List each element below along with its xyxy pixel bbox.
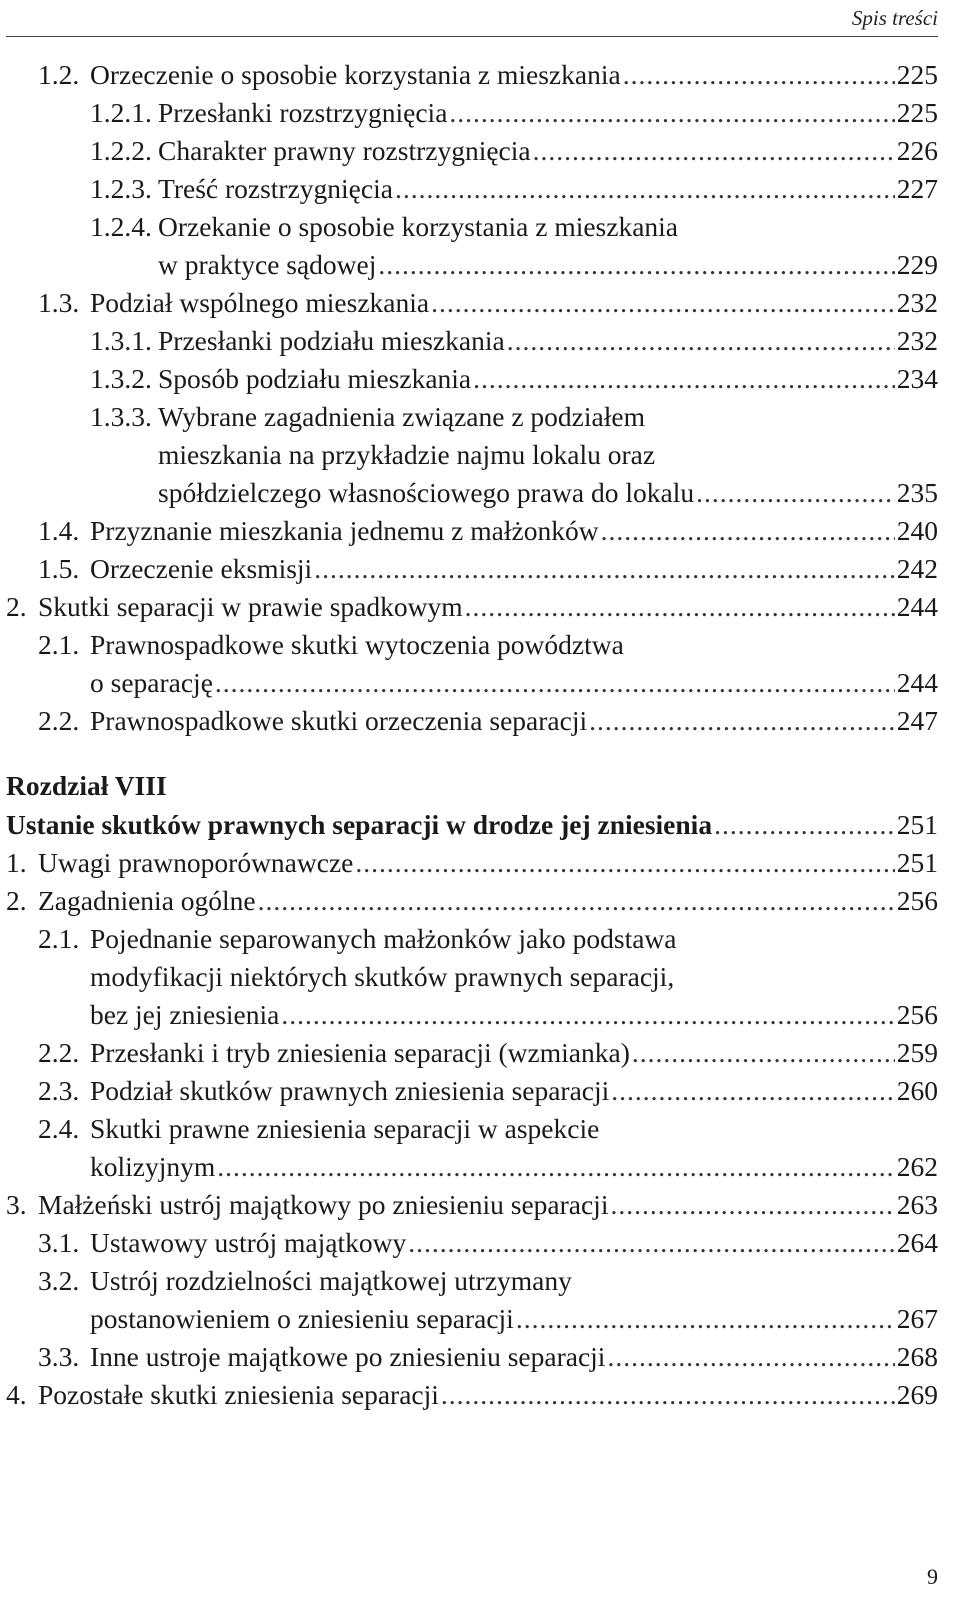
entry-title: Przesłanki podziału mieszkania: [158, 325, 505, 356]
entry-line: [38, 1376, 938, 1414]
entry-body: [90, 626, 938, 702]
entry-title: Przyznanie mieszkania jednemu z małżonków: [90, 515, 599, 546]
entry-page-number: 260: [896, 1075, 938, 1106]
entry-title: Podział wspólnego mieszkania: [90, 287, 430, 318]
toc-entry[interactable]: [6, 1376, 938, 1414]
entry-line: [38, 882, 938, 920]
entry-line: [90, 664, 938, 702]
entry-page-number: 242: [896, 553, 938, 584]
entry-page-number: 232: [896, 325, 938, 356]
entry-title: Charakter prawny rozstrzygnięcia: [158, 135, 531, 166]
toc-entry[interactable]: [6, 322, 938, 360]
entry-title: Skutki separacji w prawie spadkowym: [38, 591, 463, 622]
entry-line: [158, 474, 938, 512]
entry-body: [90, 512, 938, 550]
toc-entry[interactable]: [6, 512, 938, 550]
entry-body: [158, 360, 938, 398]
entry-line: [158, 94, 938, 132]
entry-title: Uwagi prawnoporównawcze: [38, 847, 354, 878]
entry-line: [158, 436, 938, 474]
entry-line: [90, 1224, 938, 1262]
entry-page-number: 226: [896, 135, 938, 166]
entry-line: [90, 512, 938, 550]
entry-body: [90, 1034, 938, 1072]
entry-title: kolizyjnym: [90, 1151, 216, 1182]
entry-line: [90, 958, 938, 996]
entry-body: [38, 1186, 938, 1224]
dot-leader: [589, 702, 895, 740]
entry-number: 2.2.: [38, 705, 80, 736]
dot-leader: [516, 1300, 895, 1338]
toc-entry[interactable]: [6, 1262, 938, 1338]
entry-title: spółdzielczego własnościowego prawa do lokalu: [158, 477, 695, 508]
entry-number: 2.2.: [38, 1037, 80, 1068]
chapter-heading: [6, 766, 938, 844]
entry-body: [90, 1072, 938, 1110]
entry-page-number: 259: [896, 1037, 938, 1068]
entry-number: 1.4.: [38, 515, 80, 546]
entry-line: [90, 626, 938, 664]
entry-title: Ustawowy ustrój majątkowy: [90, 1227, 407, 1258]
entry-line: [158, 398, 938, 436]
dot-leader: [610, 1186, 894, 1224]
entry-number: 1.2.3.: [90, 173, 152, 204]
dot-leader: [314, 550, 895, 588]
entry-title: Pojednanie separowanych małżonków jako podstawa: [90, 923, 677, 954]
toc-entry[interactable]: [6, 132, 938, 170]
chapter-title-entry[interactable]: [6, 806, 938, 844]
entry-body: [90, 702, 938, 740]
entry-title: Prawnospadkowe skutki wytoczenia powództwa: [90, 629, 624, 660]
entry-line: [38, 588, 938, 626]
toc-entry[interactable]: [6, 702, 938, 740]
entry-title: o separację: [90, 667, 213, 698]
page-number: 9: [927, 1564, 938, 1589]
entry-title: bez jej zniesienia: [90, 999, 280, 1030]
toc-entry[interactable]: [6, 284, 938, 322]
entry-page-number: 232: [896, 287, 938, 318]
entry-number: 3.1.: [38, 1227, 80, 1258]
entry-page-number: 264: [896, 1227, 938, 1258]
dot-leader: [473, 360, 895, 398]
entry-line: [90, 550, 938, 588]
entry-body: [38, 844, 938, 882]
entry-number: 1.3.1.: [90, 325, 152, 356]
entry-line: [6, 806, 938, 844]
entry-number: 3.3.: [38, 1341, 80, 1372]
toc-entry[interactable]: [6, 170, 938, 208]
dot-leader: [601, 512, 895, 550]
toc-entry[interactable]: [6, 360, 938, 398]
dot-leader: [465, 588, 895, 626]
entry-body: [158, 398, 938, 512]
dot-leader: [441, 1376, 895, 1414]
toc-entry[interactable]: [6, 844, 938, 882]
entry-line: [90, 284, 938, 322]
entry-line: [90, 1262, 938, 1300]
entry-number: 1.2.1.: [90, 97, 152, 128]
toc-entry[interactable]: [6, 94, 938, 132]
chapter-label: Rozdział VIII: [6, 770, 167, 801]
dot-leader: [696, 474, 895, 512]
entry-page-number: 225: [896, 59, 938, 90]
entry-line: [158, 208, 938, 246]
entry-body: [158, 170, 938, 208]
entry-title: Wybrane zagadnienia związane z podziałem: [158, 401, 645, 432]
dot-leader: [449, 94, 894, 132]
entry-line: [90, 920, 938, 958]
dot-leader: [533, 132, 895, 170]
entry-page-number: 244: [896, 667, 938, 698]
entry-line: [90, 1148, 938, 1186]
entry-title: w praktyce sądowej: [158, 249, 377, 280]
toc-entry[interactable]: [6, 550, 938, 588]
entry-number: 1.2.4.: [90, 211, 152, 242]
dot-leader: [378, 246, 894, 284]
entry-body: [38, 882, 938, 920]
entry-body: [158, 208, 938, 284]
entry-title: Sposób podziału mieszkania: [158, 363, 472, 394]
entry-page-number: 247: [896, 705, 938, 736]
entry-body: [90, 920, 938, 1034]
dot-leader: [623, 56, 895, 94]
entry-page-number: 268: [896, 1341, 938, 1372]
entry-line: [90, 56, 938, 94]
toc-entry[interactable]: [6, 1186, 938, 1224]
entry-page-number: 225: [896, 97, 938, 128]
entry-title: Treść rozstrzygnięcia: [158, 173, 393, 204]
dot-leader: [395, 170, 895, 208]
entry-title: mieszkania na przykładzie najmu lokalu oraz: [158, 439, 656, 470]
entry-body: [90, 1110, 938, 1186]
entry-number: 1.3.: [38, 287, 80, 318]
toc-entry[interactable]: [6, 1224, 938, 1262]
entry-line: [38, 844, 938, 882]
dot-leader: [215, 664, 895, 702]
entry-body: [158, 132, 938, 170]
entry-title: Podział skutków prawnych zniesienia separacji: [90, 1075, 610, 1106]
entry-number: 3.: [6, 1189, 27, 1220]
dot-leader: [408, 1224, 895, 1262]
entry-page-number: 234: [896, 363, 938, 394]
entry-line: [158, 360, 938, 398]
entry-number: 1.2.: [38, 59, 80, 90]
entry-title: Przesłanki rozstrzygnięcia: [158, 97, 448, 128]
toc-entry[interactable]: [6, 626, 938, 702]
header-divider: [6, 36, 938, 37]
entry-number: 2.1.: [38, 923, 80, 954]
entry-title: Inne ustroje majątkowe po zniesieniu separacji: [90, 1341, 606, 1372]
entry-page-number: 227: [896, 173, 938, 204]
entry-body: [90, 1224, 938, 1262]
entry-body: [38, 588, 938, 626]
entry-page-number: 244: [896, 591, 938, 622]
entry-title: Orzekanie o sposobie korzystania z mieszkania: [158, 211, 679, 242]
toc-entry[interactable]: [6, 398, 938, 512]
dot-leader: [258, 882, 895, 920]
entry-title: Zagadnienia ogólne: [38, 885, 256, 916]
toc-entry[interactable]: [6, 920, 938, 1034]
toc-entry[interactable]: [6, 208, 938, 284]
entry-number: 1.: [6, 847, 27, 878]
entry-number: 1.5.: [38, 553, 80, 584]
dot-leader: [714, 806, 895, 844]
table-of-contents: [6, 56, 938, 1414]
entry-title: Orzeczenie o sposobie korzystania z mieszkania: [90, 59, 621, 90]
entry-title: Ustrój rozdzielności majątkowej utrzymany: [90, 1265, 572, 1296]
entry-page-number: 235: [896, 477, 938, 508]
entry-page-number: 256: [896, 885, 938, 916]
entry-line: [158, 170, 938, 208]
entry-number: 2.3.: [38, 1075, 80, 1106]
entry-line: [158, 246, 938, 284]
entry-title: Małżeński ustrój majątkowy po zniesieniu separacji: [38, 1189, 609, 1220]
entry-title: postanowieniem o zniesieniu separacji: [90, 1303, 514, 1334]
entry-number: 1.3.3.: [90, 401, 152, 432]
entry-body: [158, 94, 938, 132]
entry-page-number: 262: [896, 1151, 938, 1182]
entry-line: [90, 1300, 938, 1338]
entry-line: [90, 996, 938, 1034]
entry-number: 2.1.: [38, 629, 80, 660]
entry-body: [90, 56, 938, 94]
entry-body: [158, 322, 938, 360]
entry-line: [90, 1110, 938, 1148]
dot-leader: [507, 322, 895, 360]
entry-line: [158, 132, 938, 170]
entry-number: 2.4.: [38, 1113, 80, 1144]
entry-line: [90, 1034, 938, 1072]
entry-title: Pozostałe skutki zniesienia separacji: [38, 1379, 439, 1410]
entry-page-number: 240: [896, 515, 938, 546]
dot-leader: [355, 844, 894, 882]
entry-line: [90, 1072, 938, 1110]
toc-entry[interactable]: [6, 882, 938, 920]
entry-line: [90, 702, 938, 740]
toc-entry[interactable]: [6, 1338, 938, 1376]
entry-title: Prawnospadkowe skutki orzeczenia separacji: [90, 705, 588, 736]
entry-line: [38, 1186, 938, 1224]
toc-entry[interactable]: [6, 588, 938, 626]
toc-section-chapter-7: [6, 56, 938, 740]
toc-entry[interactable]: [6, 1072, 938, 1110]
entry-number: 1.2.2.: [90, 135, 152, 166]
entry-number: 2.: [6, 885, 27, 916]
entry-title: Przesłanki i tryb zniesienia separacji (wzmianka): [90, 1037, 630, 1068]
entry-title: Skutki prawne zniesienia separacji w aspekcie: [90, 1113, 600, 1144]
dot-leader: [217, 1148, 894, 1186]
toc-entry[interactable]: [6, 56, 938, 94]
entry-number: 4.: [6, 1379, 27, 1410]
entry-page-number: 269: [896, 1379, 938, 1410]
entry-number: 2.: [6, 591, 27, 622]
entry-title: modyfikacji niektórych skutków prawnych separacji,: [90, 961, 675, 992]
toc-section-chapter-8: [6, 844, 938, 1414]
toc-entry[interactable]: [6, 1110, 938, 1186]
entry-body: [6, 806, 938, 844]
entry-page-number: 267: [896, 1303, 938, 1334]
running-header: Spis treści: [851, 6, 938, 30]
entry-title: Orzeczenie eksmisji: [90, 553, 313, 584]
chapter-page-number: 251: [896, 809, 938, 840]
dot-leader: [431, 284, 895, 322]
entry-number: 1.3.2.: [90, 363, 152, 394]
dot-leader: [611, 1072, 894, 1110]
entry-body: [90, 1338, 938, 1376]
dot-leader: [281, 996, 894, 1034]
entry-page-number: 263: [896, 1189, 938, 1220]
dot-leader: [607, 1338, 894, 1376]
entry-body: [90, 284, 938, 322]
chapter-title: Ustanie skutków prawnych separacji w drodze jej zniesienia: [6, 809, 713, 840]
entry-number: 3.2.: [38, 1265, 80, 1296]
entry-page-number: 229: [896, 249, 938, 280]
entry-line: [158, 322, 938, 360]
entry-page-number: 256: [896, 999, 938, 1030]
dot-leader: [632, 1034, 895, 1072]
entry-body: [90, 550, 938, 588]
entry-body: [90, 1262, 938, 1338]
entry-page-number: 251: [896, 847, 938, 878]
entry-line: [90, 1338, 938, 1376]
entry-body: [38, 1376, 938, 1414]
toc-entry[interactable]: [6, 1034, 938, 1072]
